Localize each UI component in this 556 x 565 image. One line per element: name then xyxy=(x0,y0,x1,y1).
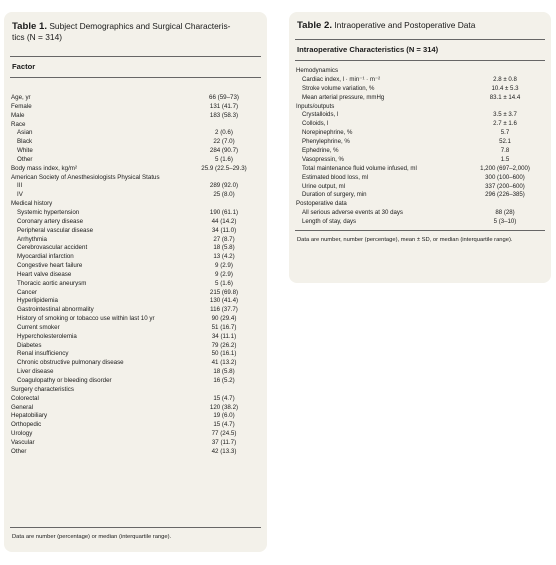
table-1-label: Table 1. xyxy=(12,21,48,32)
table-row xyxy=(11,289,261,298)
row-value: 44 (14.2) xyxy=(211,217,237,225)
row-value: 79 (26.2) xyxy=(211,341,237,349)
row-label: Urine output, ml xyxy=(302,182,346,190)
row-value: 15 (4.7) xyxy=(213,421,235,429)
row-label: Inputs/outputs xyxy=(296,102,335,110)
row-label: Orthopedic xyxy=(11,421,42,429)
row-value: 90 (29.4) xyxy=(211,315,237,323)
row-label: History of smoking or tobacco use within last 10 yr xyxy=(17,315,155,323)
row-label: IV xyxy=(17,191,23,199)
row-label: Norepinephrine, % xyxy=(302,129,353,137)
row-value: 337 (200–600) xyxy=(485,182,525,190)
row-value: 2 (0.6) xyxy=(215,129,233,137)
table-row xyxy=(11,404,261,413)
row-label: Stroke volume variation, % xyxy=(302,84,375,92)
row-value: 22 (7.0) xyxy=(213,138,235,146)
table-row xyxy=(296,85,545,94)
row-label: Coagulopathy or bleeding disorder xyxy=(17,377,112,384)
table-row xyxy=(296,174,545,183)
row-value: 18 (5.8) xyxy=(213,368,235,376)
table-row xyxy=(296,147,545,156)
table-2-footnote: Data are number, number (percentage), mean ± SD, or median (interquartile range). xyxy=(297,237,513,243)
row-value: 27 (8.7) xyxy=(213,235,235,243)
row-value: 296 (226–385) xyxy=(485,191,525,199)
table-row xyxy=(11,156,261,165)
row-value: 183 (58.3) xyxy=(209,111,239,119)
table-row xyxy=(11,262,261,271)
row-value: 215 (69.8) xyxy=(209,288,239,296)
table-row xyxy=(11,112,261,121)
table-row xyxy=(11,174,261,183)
table-row xyxy=(11,253,261,262)
table-row xyxy=(11,412,261,421)
row-value: 16 (5.2) xyxy=(213,377,235,384)
row-label: Hepatobiliary xyxy=(11,412,48,420)
table-1-bottom-rule xyxy=(10,527,261,528)
row-label: Race xyxy=(11,120,26,128)
row-label: Cancer xyxy=(17,288,37,296)
row-label: Congestive heart failure xyxy=(17,262,83,270)
row-label: III xyxy=(17,182,23,190)
table-row xyxy=(296,120,545,129)
table-row xyxy=(11,306,261,315)
table-row xyxy=(296,76,545,85)
row-value: 2.7 ± 1.6 xyxy=(493,120,517,128)
row-value: 25.9 (22.5–29.3) xyxy=(201,164,247,172)
table-row xyxy=(11,342,261,351)
row-label: Liver disease xyxy=(17,368,54,376)
row-label: Cerebrovascular accident xyxy=(17,244,88,252)
row-value: 37 (11.7) xyxy=(211,438,237,446)
row-label: General xyxy=(11,403,34,411)
row-label: Duration of surgery, min xyxy=(302,191,367,199)
table-row xyxy=(11,121,261,130)
table-2-top-rule xyxy=(295,39,545,40)
row-label: Postoperative data xyxy=(296,200,347,208)
table-1-card xyxy=(4,12,267,552)
row-value: 34 (11.0) xyxy=(211,226,237,234)
table-row xyxy=(296,191,545,200)
row-value: 131 (41.7) xyxy=(209,102,239,110)
row-value: 9 (2.9) xyxy=(215,262,233,270)
row-label: Surgery characteristics xyxy=(11,385,74,393)
table-row xyxy=(11,377,261,386)
table-row xyxy=(296,111,545,120)
table-row xyxy=(11,271,261,280)
row-label: Colloids, l xyxy=(302,120,329,128)
row-label: Length of stay, days xyxy=(302,218,357,226)
table-row xyxy=(296,94,545,103)
row-label: White xyxy=(17,147,33,155)
table-2-bottom-rule xyxy=(295,230,545,231)
table-2-body xyxy=(296,67,545,227)
row-label: Chronic obstructive pulmonary disease xyxy=(17,359,124,367)
row-label: Arrhythmia xyxy=(17,235,47,243)
row-label: Urology xyxy=(11,430,33,438)
table-row xyxy=(296,183,545,192)
row-label: Systemic hypertension xyxy=(17,208,80,216)
row-value: 51 (16.7) xyxy=(211,323,237,331)
table-1-header-rule xyxy=(10,77,261,78)
row-value: 34 (11.1) xyxy=(211,332,237,340)
row-label: Coronary artery disease xyxy=(17,217,84,225)
table-row xyxy=(11,129,261,138)
row-value: 9 (2.9) xyxy=(215,270,233,278)
row-label: Hypercholesterolemia xyxy=(17,332,77,340)
table-row xyxy=(11,138,261,147)
table-row xyxy=(11,94,261,103)
row-label: Asian xyxy=(17,129,33,137)
row-label: Other xyxy=(17,155,33,163)
table-row xyxy=(11,280,261,289)
table-row xyxy=(11,368,261,377)
row-value: 25 (8.0) xyxy=(213,191,235,199)
table-row xyxy=(11,227,261,236)
table-row xyxy=(11,333,261,342)
row-value: 190 (61.1) xyxy=(209,208,239,216)
table-row xyxy=(296,67,545,76)
table-row xyxy=(11,103,261,112)
table-1-title-line2: tics (N = 314) xyxy=(12,32,63,42)
row-label: Myocardial infarction xyxy=(17,253,74,261)
table-row xyxy=(11,395,261,404)
table-row xyxy=(11,244,261,253)
table-2-card xyxy=(289,12,551,283)
row-value: 1,200 (697–2,000) xyxy=(480,164,530,172)
row-label: Vascular xyxy=(11,438,35,446)
row-value: 77 (24.5) xyxy=(211,430,237,438)
table-row xyxy=(296,156,545,165)
row-value: 5 (1.6) xyxy=(215,155,233,163)
table-row xyxy=(11,147,261,156)
row-value: 120 (38.2) xyxy=(209,403,239,411)
row-value: 10.4 ± 5.3 xyxy=(491,84,519,92)
table-1-top-rule xyxy=(10,56,261,57)
table-2-title: Intraoperative and Postoperative Data xyxy=(334,20,476,30)
table-row xyxy=(11,182,261,191)
row-label: Phenylephrine, % xyxy=(302,138,350,146)
table-row xyxy=(296,103,545,112)
row-label: Body mass index, kg/m² xyxy=(11,164,78,172)
row-label: Diabetes xyxy=(17,341,42,349)
table-row xyxy=(11,209,261,218)
row-value: 13 (4.2) xyxy=(213,253,235,261)
table-row xyxy=(11,350,261,359)
table-1-title: Subject Demographics and Surgical Characteris- xyxy=(49,21,231,31)
table-row xyxy=(11,448,261,457)
row-label: Mean arterial pressure, mmHg xyxy=(302,93,385,101)
table-row xyxy=(296,200,545,209)
table-row xyxy=(11,191,261,200)
table-row xyxy=(11,439,261,448)
row-value: 88 (28) xyxy=(495,209,515,217)
row-label: Hemodynamics xyxy=(296,67,338,74)
row-label: Gastrointestinal abnormality xyxy=(17,306,94,314)
table-row xyxy=(296,138,545,147)
row-value: 2.8 ± 0.8 xyxy=(493,75,517,83)
table-row xyxy=(11,200,261,209)
row-value: 3.5 ± 3.7 xyxy=(493,111,517,119)
row-label: Total maintenance fluid volume infused, ml xyxy=(302,164,417,172)
row-value: 116 (37.7) xyxy=(210,306,238,314)
row-value: 83.1 ± 14.4 xyxy=(489,93,521,101)
row-label: Female xyxy=(11,102,32,110)
table-row xyxy=(11,315,261,324)
row-value: 300 (100–600) xyxy=(485,173,525,181)
row-label: Crystalloids, l xyxy=(302,111,339,119)
row-label: Colorectal xyxy=(11,394,39,402)
row-label: Cardiac index, l · min⁻¹ · m⁻² xyxy=(302,75,381,83)
row-value: 5.7 xyxy=(500,129,510,137)
row-value: 284 (90.7) xyxy=(209,147,239,155)
row-label: Renal insufficiency xyxy=(17,350,69,358)
table-row xyxy=(296,165,545,174)
table-row xyxy=(11,430,261,439)
table-1-body xyxy=(11,94,261,457)
table-row xyxy=(296,209,545,218)
row-value: 42 (13.3) xyxy=(211,447,237,455)
row-label: All serious adverse events at 30 days xyxy=(302,209,403,217)
table-row xyxy=(296,218,545,227)
row-value: 19 (6.0) xyxy=(213,412,235,420)
table-row xyxy=(11,236,261,245)
row-value: 7.8 xyxy=(500,147,510,155)
row-value: 66 (59–73) xyxy=(209,94,239,101)
table-row xyxy=(11,165,261,174)
row-value: 15 (4.7) xyxy=(213,394,235,402)
row-label: Black xyxy=(17,138,33,146)
row-label: Estimated blood loss, ml xyxy=(302,173,369,181)
row-value: 1.5 xyxy=(500,155,510,163)
table-row xyxy=(11,359,261,368)
table-row xyxy=(11,386,261,395)
table-row xyxy=(11,324,261,333)
row-value: 5 (3–10) xyxy=(493,218,517,226)
table-2-label: Table 2. xyxy=(297,20,333,31)
row-value: 52.1 xyxy=(499,138,511,146)
table-row xyxy=(296,129,545,138)
table-1-caption xyxy=(12,21,259,43)
table-1-footnote: Data are number (percentage) or median (interquartile range). xyxy=(12,534,172,540)
table-2-caption xyxy=(297,20,543,31)
row-label: Other xyxy=(11,447,27,455)
row-label: Vasopressin, % xyxy=(302,155,344,163)
row-value: 130 (41.4) xyxy=(209,297,239,305)
row-value: 5 (1.6) xyxy=(215,279,233,287)
row-label: American Society of Anesthesiologists Physical Status xyxy=(11,173,160,181)
row-label: Medical history xyxy=(11,200,53,208)
row-value: 289 (92.0) xyxy=(209,182,239,190)
table-row xyxy=(11,297,261,306)
table-2-header-rule xyxy=(295,60,545,61)
row-value: 41 (13.2) xyxy=(211,359,237,367)
table-row xyxy=(11,218,261,227)
row-label: Hyperlipidemia xyxy=(17,297,58,305)
row-label: Current smoker xyxy=(17,323,60,331)
row-label: Thoracic aortic aneurysm xyxy=(17,279,87,287)
row-label: Ephedrine, % xyxy=(302,147,339,155)
table-row xyxy=(11,421,261,430)
row-value: 18 (5.8) xyxy=(213,244,235,252)
row-value: 50 (16.1) xyxy=(211,350,237,358)
table-1-column-header: Factor xyxy=(12,62,36,71)
table-2-column-header: Intraoperative Characteristics (N = 314) xyxy=(297,45,439,54)
row-label: Heart valve disease xyxy=(17,270,72,278)
row-label: Peripheral vascular disease xyxy=(17,226,94,234)
row-label: Age, yr xyxy=(11,94,31,101)
row-label: Male xyxy=(11,111,25,119)
